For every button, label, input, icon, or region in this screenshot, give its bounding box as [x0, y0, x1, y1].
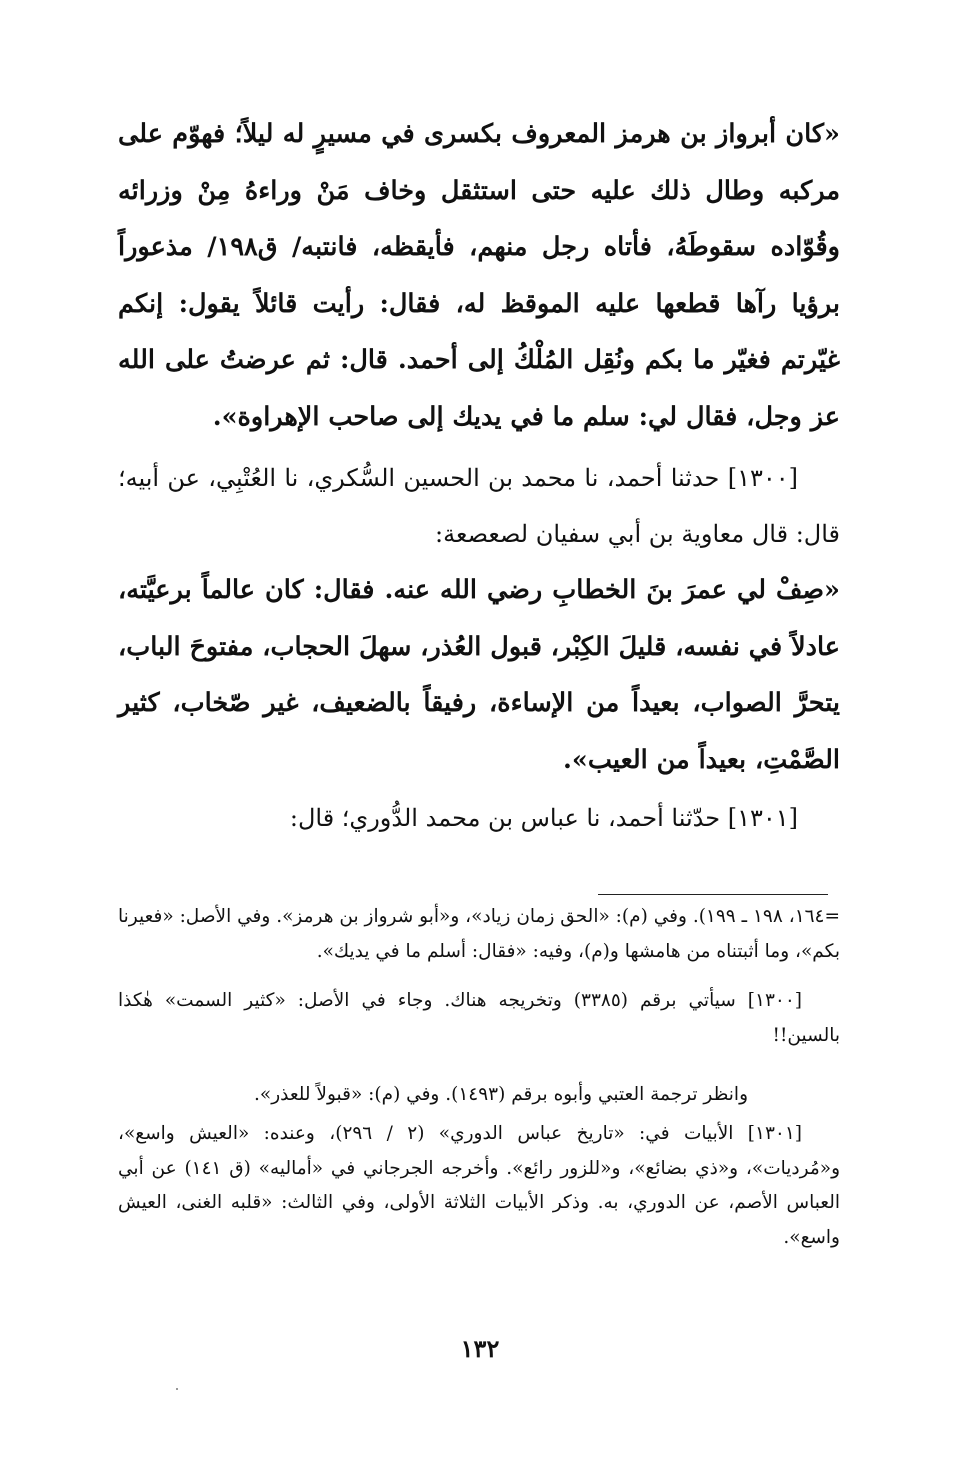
- scan-speck: [176, 1388, 178, 1390]
- quote-paragraph-umar: «صِفْ لي عمرَ بنَ الخطابِ رضي الله عنه. فقال: كان عالماً برعيَّته، عادلاً في نفسه، قليلَ الكِبْر، قبول العُذر، سهلَ الحجاب، مفتوحَ الباب، يتحرَّ الصواب، بعيداً من الإساءة، رفيقاً بالضعيف، غير صّخاب، كثير الصَّمْتِ، بعيداً من العيب».: [118, 575, 840, 775]
- page-number: ١٣٢: [460, 1334, 500, 1363]
- hadith-1301-isnad: [١٣٠١] حدّثنا أحمد، نا عباس بن محمد الدُّوري؛ قال:: [289, 804, 798, 832]
- footnote-1300: [١٣٠٠] سيأتي برقم (٣٣٨٥) وتخريجه هناك. وجاء في الأصل: «كثير السمت» هٰكذا بالسين!!: [118, 990, 840, 1046]
- footnote-1301: [١٣٠١] الأبيات في: «تاريخ عباس الدوري» (٢ / ٢٩٦)، وعنده: «العيش واسع»، و«مُرديات»، و«ذي بضائع»، و«للزور رائع». وأخرجه الجرجاني في «أماليه» (ق ١٤١) عن أبي العباس الأصم، عن الدوري، به. وذكر الأبيات الثلاثة الأولى، وفي الثالث: «قلبه الغنى، العيش واسع».: [118, 1123, 841, 1248]
- footnote-continued: =١٦٤، ١٩٨ ـ ١٩٩). وفي (م): «الحق زمان زياد»، و«أبو شرواز بن هرمز». وفي الأصل: «فعيرنا بكم»، وما أثبتناه من هامشها و(م)، وفيه: «فقال: أسلم ما في يديك».: [118, 906, 841, 962]
- footnote-1300-note: وانظر ترجمة العتبي وأبوه برقم (١٤٩٣). وفي (م): «قبولاً للعذر».: [254, 1084, 748, 1105]
- footnote-separator: [598, 894, 828, 895]
- hadith-1300-isnad: [١٣٠٠] حدثنا أحمد، نا محمد بن الحسين السُّكري، نا العُتْبِي، عن أبيه؛ قال: قال معاوية بن أبي سفيان لصعصعة:: [118, 464, 840, 548]
- quote-paragraph-kisra: «كان أبرواز بن هرمز المعروف بكسرى في مسيرٍ له ليلاً؛ فهوّم على مركبه وطال ذلك عليه حتى استثقل وخاف مَنْ وراءهُ مِنْ وزرائه وقُوّاده سقوطَهُ، فأتاه رجل منهم، فأيقظه، فانتبه/ ق١٩٨/ مذعوراً برؤيا رآها قطعها عليه الموقظ له، فقال: رأيت قائلاً يقول: إنكم غيّرتم فغيّر ما بكم ونُقِل المُلْكُ إلى أحمد. قال: ثم عرضتُ على الله عز وجل، فقال لي: سلم ما في يديك إلى صاحب الإهراوة».: [118, 119, 840, 432]
